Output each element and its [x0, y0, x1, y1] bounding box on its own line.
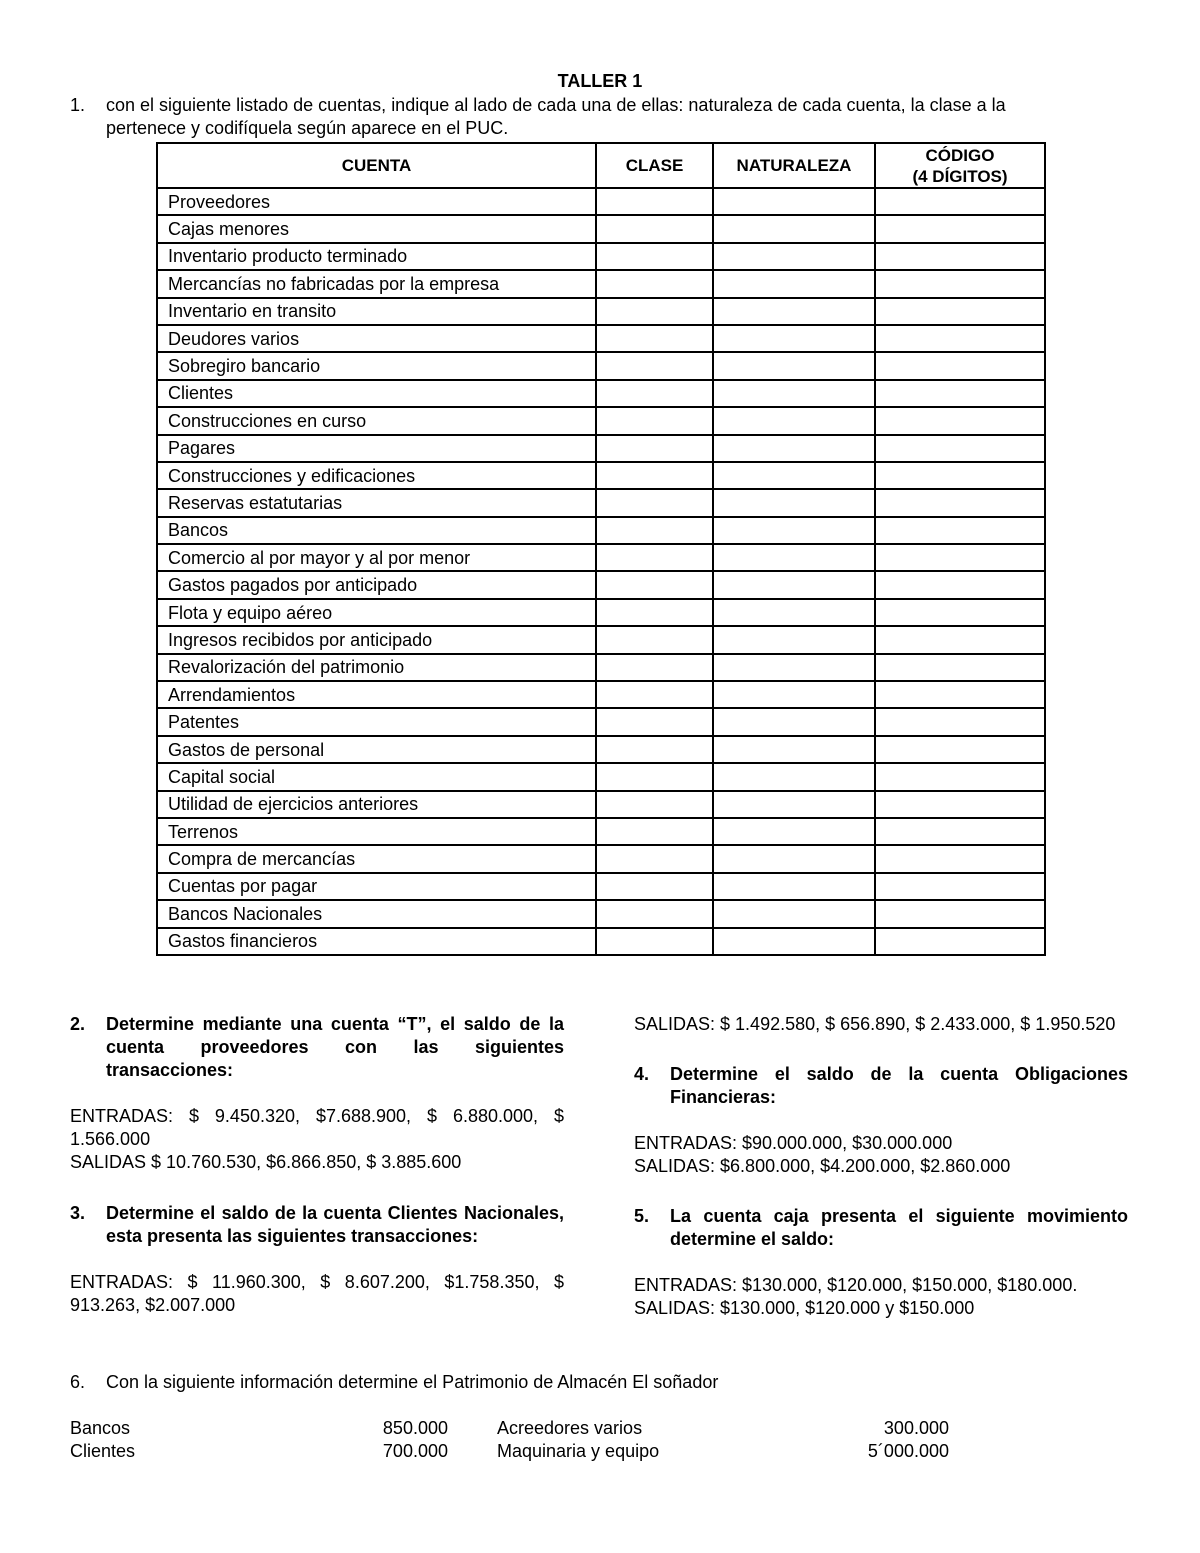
table-row: [157, 270, 1045, 297]
table-row: [157, 818, 1045, 845]
table-row: [157, 489, 1045, 516]
balance-item: [70, 1440, 448, 1463]
table-row: [157, 873, 1045, 900]
question-5-entradas: ENTRADAS: $130.000, $120.000, $150.000, $180.000.: [634, 1275, 1078, 1295]
cell-clase[interactable]: [596, 845, 713, 872]
balance-label: Acreedores varios: [497, 1418, 643, 1438]
cell-clase[interactable]: [596, 462, 713, 489]
account-name: Patentes: [157, 708, 596, 735]
balance-item: [70, 1417, 448, 1440]
question-3-salidas: SALIDAS: $ 1.492.580, $ 656.890, $ 2.433.000, $ 1.950.520: [634, 1014, 1116, 1034]
left-column: [70, 1013, 564, 1317]
cell-clase[interactable]: [596, 544, 713, 571]
table-row: [157, 462, 1045, 489]
cell-codigo[interactable]: [875, 517, 1045, 544]
question-6-text: Con la siguiente información determine el Patrimonio de Almacén El soñador: [106, 1372, 719, 1392]
table-row: [157, 435, 1045, 462]
account-name: Utilidad de ejercicios anteriores: [157, 791, 596, 818]
page-title: TALLER 1: [557, 71, 643, 91]
cell-codigo[interactable]: [875, 818, 1045, 845]
cell-codigo[interactable]: [875, 626, 1045, 653]
balance-right: [497, 1417, 949, 1463]
cell-clase[interactable]: [596, 325, 713, 352]
cell-naturaleza[interactable]: [713, 845, 875, 872]
account-name: Revalorización del patrimonio: [157, 654, 596, 681]
table-row: [157, 380, 1045, 407]
account-name: Mercancías no fabricadas por la empresa: [157, 270, 596, 297]
balance-amount: 300.000: [883, 1418, 949, 1438]
account-name: Comercio al por mayor y al por menor: [157, 544, 596, 571]
cell-clase[interactable]: [596, 708, 713, 735]
table-row: [157, 599, 1045, 626]
cell-clase[interactable]: [596, 681, 713, 708]
cell-clase[interactable]: [596, 571, 713, 598]
accounts-table-body: [157, 188, 1045, 955]
cell-codigo[interactable]: [875, 708, 1045, 735]
cell-naturaleza[interactable]: [713, 736, 875, 763]
question-5-salidas: SALIDAS: $130.000, $120.000 y $150.000: [634, 1298, 975, 1318]
cell-naturaleza[interactable]: [713, 928, 875, 955]
accounts-table: [156, 142, 1046, 956]
account-name: Cuentas por pagar: [157, 873, 596, 900]
cell-clase[interactable]: [596, 791, 713, 818]
cell-codigo[interactable]: [875, 188, 1045, 215]
cell-clase[interactable]: [596, 489, 713, 516]
question-3-heading-text: Determine el saldo de la cuenta Clientes Nacionales, esta presenta las siguientes transacciones:: [106, 1203, 564, 1246]
cell-naturaleza[interactable]: [713, 763, 875, 790]
balance-item: [497, 1440, 949, 1463]
cell-naturaleza[interactable]: [713, 654, 875, 681]
balance-left: [70, 1417, 448, 1463]
table-row: [157, 763, 1045, 790]
cell-naturaleza[interactable]: [713, 791, 875, 818]
cell-codigo[interactable]: [875, 928, 1045, 955]
cell-naturaleza[interactable]: [713, 517, 875, 544]
account-name: Clientes: [157, 380, 596, 407]
table-row: [157, 544, 1045, 571]
account-name: Compra de mercancías: [157, 845, 596, 872]
cell-clase[interactable]: [596, 763, 713, 790]
cell-naturaleza[interactable]: [713, 380, 875, 407]
cell-naturaleza[interactable]: [713, 298, 875, 325]
question-4-entradas: ENTRADAS: $90.000.000, $30.000.000: [634, 1133, 953, 1153]
cell-codigo[interactable]: [875, 571, 1045, 598]
cell-clase[interactable]: [596, 654, 713, 681]
table-row: [157, 900, 1045, 927]
cell-codigo[interactable]: [875, 845, 1045, 872]
table-header-row: [157, 143, 1045, 188]
cell-clase[interactable]: [596, 270, 713, 297]
account-name: Ingresos recibidos por anticipado: [157, 626, 596, 653]
cell-naturaleza[interactable]: [713, 188, 875, 215]
balance-label: Maquinaria y equipo: [497, 1441, 660, 1461]
balance-amount: 700.000: [382, 1441, 448, 1461]
cell-naturaleza[interactable]: [713, 489, 875, 516]
question-3-heading: [70, 1202, 564, 1248]
question-3-number: 3.: [70, 1203, 86, 1223]
account-name: Pagares: [157, 435, 596, 462]
cell-clase[interactable]: [596, 873, 713, 900]
cell-codigo[interactable]: [875, 544, 1045, 571]
balance-amount: 5´000.000: [867, 1441, 949, 1461]
cell-clase[interactable]: [596, 188, 713, 215]
question-3-entradas: ENTRADAS: $ 11.960.300, $ 8.607.200, $1.758.350, $ 913.263, $2.007.000: [70, 1272, 564, 1315]
cell-clase[interactable]: [596, 380, 713, 407]
cell-clase[interactable]: [596, 215, 713, 242]
cell-codigo[interactable]: [875, 298, 1045, 325]
question-2-entradas: ENTRADAS: $ 9.450.320, $7.688.900, $ 6.880.000, $ 1.566.000: [70, 1106, 564, 1149]
question-1-number: 1.: [70, 95, 86, 115]
table-row: [157, 791, 1045, 818]
account-name: Gastos financieros: [157, 928, 596, 955]
cell-naturaleza[interactable]: [713, 708, 875, 735]
cell-naturaleza[interactable]: [713, 900, 875, 927]
header-codigo: [875, 143, 1045, 188]
cell-codigo[interactable]: [875, 215, 1045, 242]
table-row: [157, 736, 1045, 763]
cell-codigo[interactable]: [875, 654, 1045, 681]
question-5-number: 5.: [634, 1206, 650, 1226]
cell-naturaleza[interactable]: [713, 407, 875, 434]
question-2-heading: [70, 1013, 564, 1082]
question-6-number: 6.: [70, 1372, 86, 1392]
cell-clase[interactable]: [596, 352, 713, 379]
table-row: [157, 928, 1045, 955]
account-name: Terrenos: [157, 818, 596, 845]
header-cuenta: CUENTA: [157, 143, 596, 188]
header-codigo-line2: (4 DÍGITOS): [912, 166, 1008, 186]
question-1-text: con el siguiente listado de cuentas, indique al lado de cada una de ellas: naturaleza de cada cuenta, la clase a la pertenece y codifíquela según aparece en el PUC.: [106, 95, 1006, 138]
header-naturaleza: NATURALEZA: [713, 143, 875, 188]
cell-clase[interactable]: [596, 517, 713, 544]
question-4-heading-text: Determine el saldo de la cuenta Obligaciones Financieras:: [670, 1064, 1128, 1107]
table-row: [157, 325, 1045, 352]
cell-clase[interactable]: [596, 599, 713, 626]
table-row: [157, 626, 1045, 653]
cell-codigo[interactable]: [875, 763, 1045, 790]
cell-naturaleza[interactable]: [713, 325, 875, 352]
account-name: Bancos: [157, 517, 596, 544]
cell-clase[interactable]: [596, 243, 713, 270]
account-name: Construcciones en curso: [157, 407, 596, 434]
table-row: [157, 352, 1045, 379]
cell-codigo[interactable]: [875, 681, 1045, 708]
cell-naturaleza[interactable]: [713, 571, 875, 598]
cell-clase[interactable]: [596, 298, 713, 325]
cell-codigo[interactable]: [875, 489, 1045, 516]
cell-clase[interactable]: [596, 626, 713, 653]
cell-naturaleza[interactable]: [713, 873, 875, 900]
table-row: [157, 708, 1045, 735]
account-name: Gastos pagados por anticipado: [157, 571, 596, 598]
cell-naturaleza[interactable]: [713, 681, 875, 708]
cell-clase[interactable]: [596, 435, 713, 462]
cell-codigo[interactable]: [875, 599, 1045, 626]
account-name: Inventario en transito: [157, 298, 596, 325]
cell-naturaleza[interactable]: [713, 270, 875, 297]
balance-label: Clientes: [70, 1441, 136, 1461]
table-row: [157, 517, 1045, 544]
cell-codigo[interactable]: [875, 462, 1045, 489]
table-row: [157, 243, 1045, 270]
cell-naturaleza[interactable]: [713, 462, 875, 489]
account-name: Deudores varios: [157, 325, 596, 352]
balance-label: Bancos: [70, 1418, 131, 1438]
cell-codigo[interactable]: [875, 352, 1045, 379]
table-row: [157, 298, 1045, 325]
balance-amount: 850.000: [382, 1418, 448, 1438]
account-name: Construcciones y edificaciones: [157, 462, 596, 489]
cell-codigo[interactable]: [875, 435, 1045, 462]
cell-clase[interactable]: [596, 818, 713, 845]
question-5-heading-text: La cuenta caja presenta el siguiente movimiento determine el saldo:: [670, 1206, 1128, 1249]
question-2-heading-text: Determine mediante una cuenta “T”, el saldo de la cuenta proveedores con las siguientes transacciones:: [106, 1014, 564, 1080]
cell-codigo[interactable]: [875, 407, 1045, 434]
account-name: Sobregiro bancario: [157, 352, 596, 379]
cell-codigo[interactable]: [875, 270, 1045, 297]
account-name: Inventario producto terminado: [157, 243, 596, 270]
cell-codigo[interactable]: [875, 380, 1045, 407]
cell-naturaleza[interactable]: [713, 626, 875, 653]
account-name: Bancos Nacionales: [157, 900, 596, 927]
table-row: [157, 571, 1045, 598]
table-row: [157, 407, 1045, 434]
question-1: [70, 94, 1090, 140]
account-name: Gastos de personal: [157, 736, 596, 763]
table-row: [157, 845, 1045, 872]
account-name: Proveedores: [157, 188, 596, 215]
cell-clase[interactable]: [596, 407, 713, 434]
cell-codigo[interactable]: [875, 900, 1045, 927]
question-2-salidas: SALIDAS $ 10.760.530, $6.866.850, $ 3.885.600: [70, 1152, 462, 1172]
question-6: [70, 1371, 718, 1394]
question-4-heading: [634, 1063, 1128, 1109]
question-4-number: 4.: [634, 1064, 650, 1084]
cell-clase[interactable]: [596, 736, 713, 763]
account-name: Cajas menores: [157, 215, 596, 242]
account-name: Arrendamientos: [157, 681, 596, 708]
header-codigo-line1: CÓDIGO: [925, 145, 995, 165]
cell-naturaleza[interactable]: [713, 352, 875, 379]
right-column: [634, 1013, 1128, 1320]
table-row: [157, 188, 1045, 215]
cell-naturaleza[interactable]: [713, 243, 875, 270]
cell-naturaleza[interactable]: [713, 544, 875, 571]
cell-codigo[interactable]: [875, 791, 1045, 818]
question-5-heading: [634, 1205, 1128, 1251]
table-row: [157, 215, 1045, 242]
question-4-salidas: SALIDAS: $6.800.000, $4.200.000, $2.860.000: [634, 1156, 1011, 1176]
cell-naturaleza[interactable]: [713, 599, 875, 626]
account-name: Flota y equipo aéreo: [157, 599, 596, 626]
balance-item: [497, 1417, 949, 1440]
table-row: [157, 654, 1045, 681]
header-clase: CLASE: [596, 143, 713, 188]
cell-codigo[interactable]: [875, 873, 1045, 900]
cell-codigo[interactable]: [875, 243, 1045, 270]
question-2-number: 2.: [70, 1014, 86, 1034]
cell-naturaleza[interactable]: [713, 215, 875, 242]
table-row: [157, 681, 1045, 708]
cell-codigo[interactable]: [875, 736, 1045, 763]
cell-naturaleza[interactable]: [713, 818, 875, 845]
cell-clase[interactable]: [596, 900, 713, 927]
cell-naturaleza[interactable]: [713, 435, 875, 462]
account-name: Capital social: [157, 763, 596, 790]
cell-codigo[interactable]: [875, 325, 1045, 352]
cell-clase[interactable]: [596, 928, 713, 955]
account-name: Reservas estatutarias: [157, 489, 596, 516]
